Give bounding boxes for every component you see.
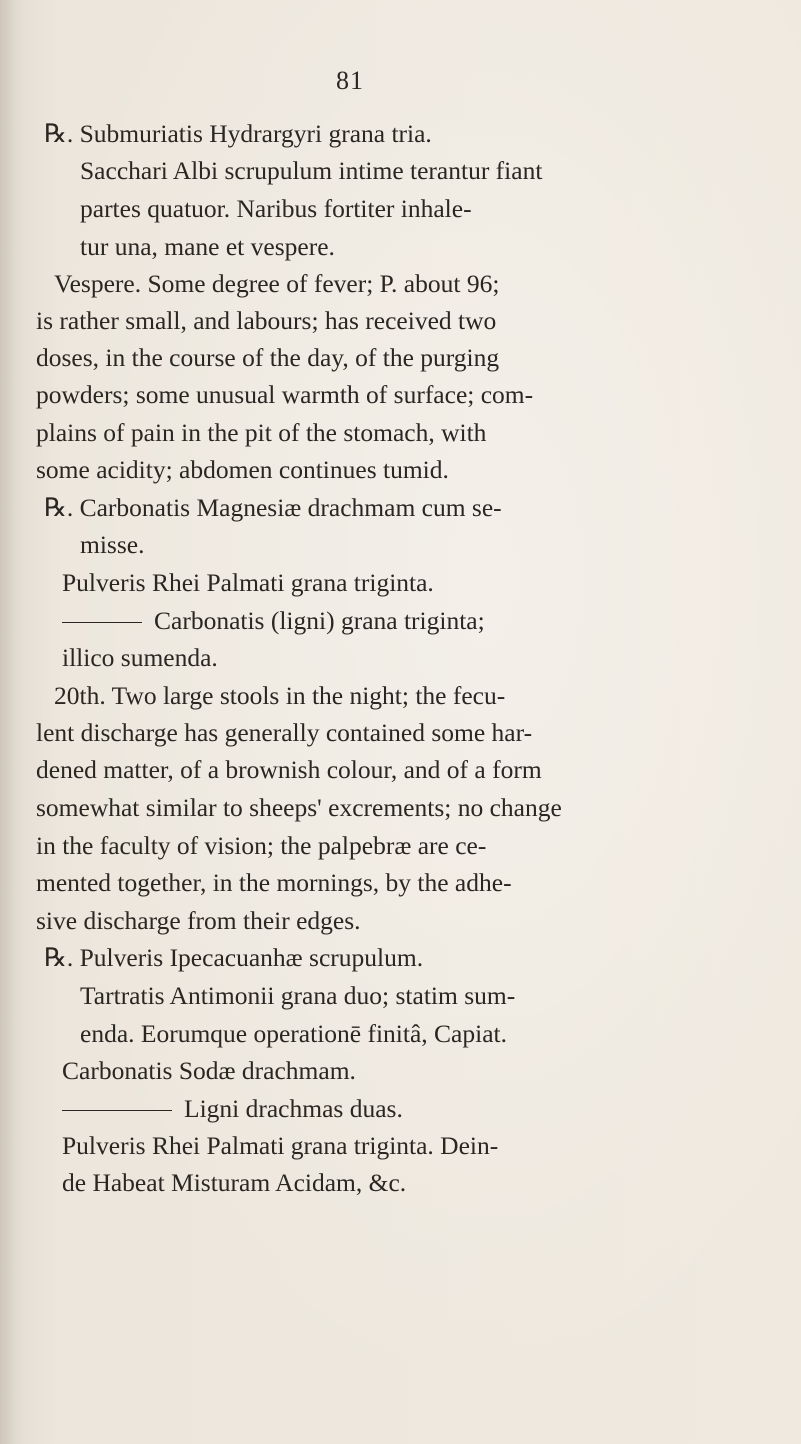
text-line: Vespere. Some degree of fever; P. about 96; — [54, 269, 500, 298]
text-line: Pulveris Rhei Palmati grana triginta. Dein- — [62, 1131, 499, 1160]
ditto-dash — [62, 1110, 172, 1111]
text-line — [62, 1094, 403, 1124]
text-line: Sacchari Albi scrupulum intime terantur fiant — [80, 156, 543, 185]
text-line-content: Carbonatis (ligni) grana triginta; — [154, 606, 485, 635]
text-line: mented together, in the mornings, by the adhe- — [36, 868, 512, 897]
page-gutter-shadow — [0, 0, 14, 1444]
text-line: in the faculty of vision; the palpebræ are ce- — [36, 831, 487, 860]
page-number: 81 — [336, 66, 364, 95]
text-line: sive discharge from their edges. — [36, 906, 361, 935]
text-line: ℞. Pulveris Ipecacuanhæ scrupulum. — [44, 943, 424, 972]
text-line: Tartratis Antimonii grana duo; statim sum- — [80, 981, 516, 1010]
text-line: tur una, mane et vespere. — [80, 232, 335, 261]
text-line: Pulveris Rhei Palmati grana triginta. — [62, 568, 434, 597]
text-line: ℞. Submuriatis Hydrargyri grana tria. — [44, 119, 432, 148]
text-line: de Habeat Misturam Acidam, &c. — [62, 1168, 407, 1197]
text-line: doses, in the course of the day, of the purging — [36, 343, 500, 372]
text-line: somewhat similar to sheeps' excrements; no change — [36, 793, 562, 822]
text-line: 20th. Two large stools in the night; the fecu- — [54, 681, 506, 710]
text-line: misse. — [80, 530, 145, 559]
text-line: lent discharge has generally contained some har- — [36, 718, 533, 747]
text-line: illico sumenda. — [62, 643, 218, 672]
ditto-dash — [62, 622, 142, 623]
text-line: some acidity; abdomen continues tumid. — [36, 455, 449, 484]
text-line: Carbonatis Sodæ drachmam. — [62, 1056, 356, 1085]
text-line: partes quatuor. Naribus fortiter inhale- — [80, 194, 472, 223]
text-line: dened matter, of a brownish colour, and of a form — [36, 755, 542, 784]
text-line: is rather small, and labours; has received two — [36, 306, 497, 335]
text-line: plains of pain in the pit of the stomach, with — [36, 418, 487, 447]
text-line: enda. Eorumque operationē finitâ, Capiat. — [80, 1019, 507, 1048]
text-line-content: Ligni drachmas duas. — [184, 1094, 403, 1123]
text-line: ℞. Carbonatis Magnesiæ drachmam cum se- — [44, 493, 502, 522]
text-line — [62, 606, 485, 636]
text-line: powders; some unusual warmth of surface; com- — [36, 380, 534, 409]
